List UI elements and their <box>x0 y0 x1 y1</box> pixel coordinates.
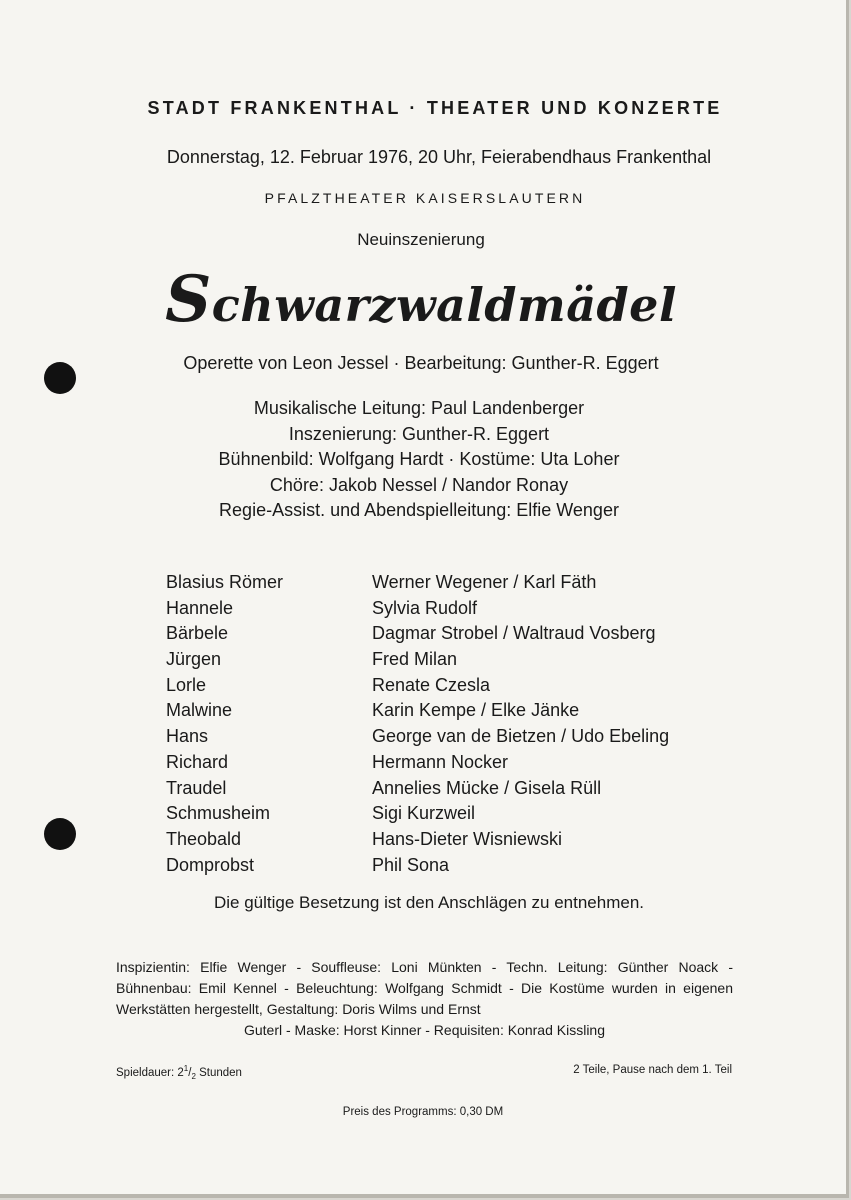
cast-row <box>166 776 669 802</box>
credit-line: Regie-Assist. und Abendspielleitung: Elfie Wenger <box>219 500 619 521</box>
cast-row <box>166 750 669 776</box>
cast-role: Traudel <box>166 777 227 798</box>
cast-notice: Die gültige Besetzung ist den Anschlägen zu entnehmen. <box>213 893 644 912</box>
title <box>0 262 844 337</box>
cast-actor: Dagmar Strobel / Waltraud Vosberg <box>372 623 656 644</box>
cast-actor: Karin Kempe / Elke Jänke <box>372 700 580 721</box>
credit-line: Bühnenbild: Wolfgang Hardt · Kostüme: Uta Loher <box>218 449 620 470</box>
credits-block <box>0 396 842 524</box>
cast-row <box>166 570 669 596</box>
punch-hole-bottom <box>44 818 76 850</box>
cast-role: Malwine <box>166 700 233 721</box>
cast-actor: Renate Czesla <box>372 674 491 695</box>
cast-row <box>166 853 669 879</box>
title-initial: S <box>165 262 212 337</box>
cast-actor: Sigi Kurzweil <box>372 803 476 824</box>
header: STADT FRANKENTHAL · THEATER UND KONZERTE <box>147 98 723 118</box>
cast-row <box>166 698 669 724</box>
staff-text: Inspizientin: Elfie Wenger - Souffleuse: Loni Münkten - Techn. Leitung: Günther Noack - Bühnenbau: Emil Kennel - Beleuchtung: Wolfgang Schmidt - Die Kostüme wurden in eigenen Werkstätten hergestellt, Gestaltung: Doris Wilms und Ernst <box>116 959 733 1017</box>
cast-list <box>166 570 669 878</box>
program-price: Preis des Programms: 0,30 DM <box>342 1106 504 1118</box>
cast-row <box>166 827 669 853</box>
duration-denominator: 2 <box>191 1072 196 1082</box>
cast-role: Domprobst <box>166 854 255 875</box>
duration-whole: 2 <box>177 1066 184 1079</box>
cast-row <box>166 801 669 827</box>
staff-credits <box>116 957 733 1041</box>
cast-role: Lorle <box>166 674 207 695</box>
date-line: Donnerstag, 12. Februar 1976, 20 Uhr, Feierabendhaus Frankenthal <box>166 147 712 167</box>
cast-role: Hannele <box>166 597 234 618</box>
cast-role: Richard <box>166 751 229 772</box>
cast-role: Bärbele <box>166 623 229 644</box>
cast-actor: Phil Sona <box>372 854 450 875</box>
staff-last-line: Guterl - Maske: Horst Kinner - Requisiten: Konrad Kissling <box>243 1022 606 1038</box>
subtitle: Operette von Leon Jessel · Bearbeitung: Gunther-R. Eggert <box>183 353 659 373</box>
cast-actor: George van de Bietzen / Udo Ebeling <box>372 726 670 747</box>
cast-actor: Hermann Nocker <box>372 751 509 772</box>
cast-actor: Hans-Dieter Wisniewski <box>372 828 563 849</box>
duration: Spieldauer: $2^1/_2$ Stunden <box>116 1064 242 1082</box>
cast-row <box>166 596 669 622</box>
parts-info: 2 Teile, Pause nach dem 1. Teil <box>573 1064 732 1076</box>
cast-role: Blasius Römer <box>166 572 284 592</box>
title-rest: chwarzwaldmädel <box>211 278 677 332</box>
duration-label: Spieldauer: <box>116 1066 178 1079</box>
cast-actor: Annelies Mücke / Gisela Rüll <box>372 777 602 798</box>
credit-line: Musikalische Leitung: Paul Landenberger <box>253 398 585 418</box>
cast-row <box>166 673 669 699</box>
credit-line: Inszenierung: Gunther-R. Eggert <box>288 423 550 444</box>
duration-numerator: 1 <box>183 1064 189 1073</box>
cast-actor: Sylvia Rudolf <box>372 597 478 618</box>
cast-role: Schmusheim <box>166 803 271 824</box>
cast-row <box>166 724 669 750</box>
credit-line: Chöre: Jakob Nessel / Nandor Ronay <box>269 474 569 495</box>
cast-actor: Fred Milan <box>372 649 458 670</box>
cast-row <box>166 647 669 673</box>
cast-role: Hans <box>166 726 209 747</box>
cast-role: Theobald <box>166 828 242 849</box>
company-name: PFALZTHEATER KAISERSLAUTERN <box>264 190 586 206</box>
production-note: Neuinszenierung <box>357 230 485 249</box>
cast-row <box>166 621 669 647</box>
cast-role: Jürgen <box>166 649 222 670</box>
cast-actor: Werner Wegener / Karl Fäth <box>372 572 597 592</box>
duration-unit: Stunden <box>195 1066 242 1079</box>
